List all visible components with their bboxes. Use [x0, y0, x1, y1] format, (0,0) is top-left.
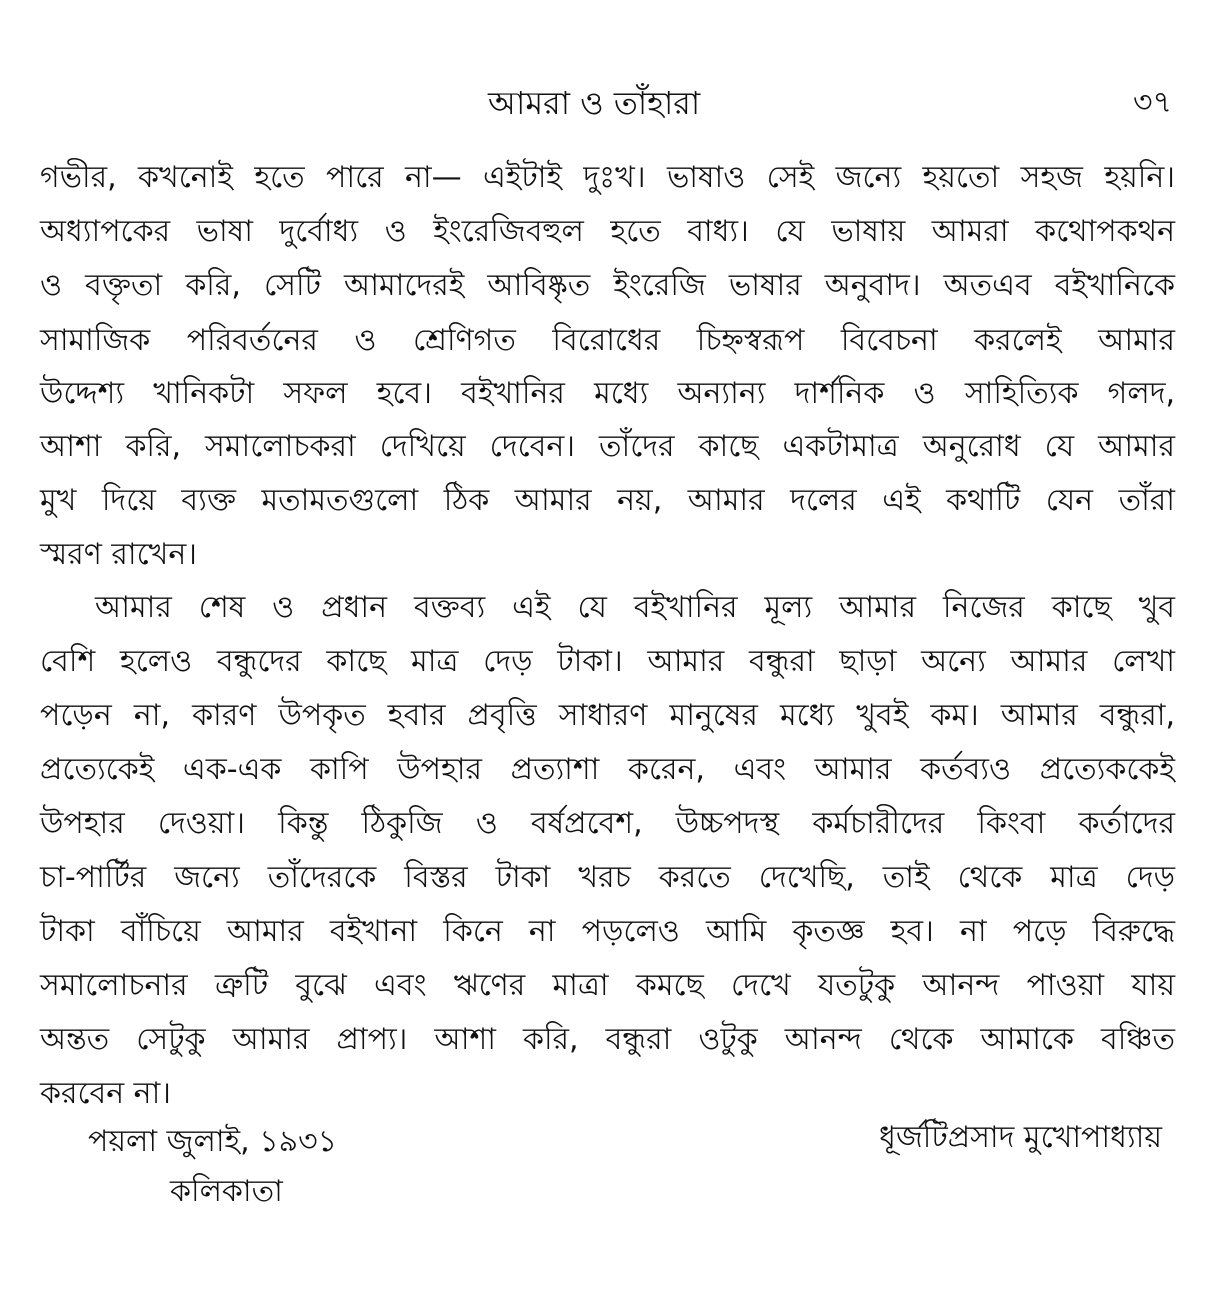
- text-line: উদ্দেশ্য খানিকটা সফল হবে। বইখানির মধ্যে অন্যান্য দার্শনিক ও সাহিত্যিক গলদ,: [40, 376, 1175, 411]
- text-line: উপহার দেওয়া। কিন্তু ঠিকুজি ও বর্ষপ্রবেশ, উচ্চপদস্থ কর্মচারীদের কিংবা কর্তাদের: [40, 806, 1175, 841]
- text-line: আমার শেষ ও প্রধান বক্তব্য এই যে বইখানির মূল্য আমার নিজের কাছে খুব: [95, 590, 1175, 625]
- date: পয়লা জুলাই, ১৯৩১: [88, 1124, 338, 1159]
- author-signature: ধূর্জটিপ্রসাদ মুখোপাধ্যায়: [879, 1120, 1162, 1155]
- place: কলিকাতা: [170, 1174, 283, 1209]
- text-line: সমালোচনার ত্রুটি বুঝে এবং ঋণের মাত্রা কমছে দেখে যতটুকু আনন্দ পাওয়া যায়: [40, 968, 1175, 1003]
- text-line: অধ্যাপকের ভাষা দুর্বোধ্য ও ইংরেজিবহুল হতে বাধ্য। যে ভাষায় আমরা কথোপকথন: [40, 214, 1175, 249]
- page-number: ৩৭: [1132, 85, 1172, 120]
- text-line: টাকা বাঁচিয়ে আমার বইখানা কিনে না পড়লেও আমি কৃতজ্ঞ হব। না পড়ে বিরুদ্ধে: [40, 914, 1175, 949]
- page-header: [0, 78, 1214, 128]
- text-line: অন্তত সেটুকু আমার প্রাপ্য। আশা করি, বন্ধুরা ওটুকু আনন্দ থেকে আমাকে বঞ্চিত: [40, 1022, 1175, 1057]
- text-line: করবেন না।: [40, 1076, 172, 1111]
- text-line: ও বক্তৃতা করি, সেটি আমাদেরই আবিষ্কৃত ইংরেজি ভাষার অনুবাদ। অতএব বইখানিকে: [40, 268, 1175, 303]
- text-line: প্রত্যেকেই এক-এক কাপি উপহার প্রত্যাশা করেন, এবং আমার কর্তব্যও প্রত্যেককেই: [40, 752, 1175, 787]
- text-line: স্মরণ রাখেন।: [40, 537, 197, 572]
- text-line: সামাজিক পরিবর্তনের ও শ্রেণিগত বিরোধের চিহ্নস্বরূপ বিবেচনা করলেই আমার: [40, 323, 1175, 358]
- text-line: চা-পার্টির জন্যে তাঁদেরকে বিস্তর টাকা খরচ করতে দেখেছি, তাই থেকে মাত্র দেড়: [40, 860, 1175, 895]
- text-line: মুখ দিয়ে ব্যক্ত মতামতগুলো ঠিক আমার নয়, আমার দলের এই কথাটি যেন তাঁরা: [40, 483, 1175, 518]
- text-line: আশা করি, সমালোচকরা দেখিয়ে দেবেন। তাঁদের কাছে একটামাত্র অনুরোধ যে আমার: [40, 429, 1175, 464]
- text-line: গভীর, কখনোই হতে পারে না— এইটাই দুঃখ। ভাষাও সেই জন্যে হয়তো সহজ হয়নি।: [40, 160, 1175, 195]
- running-title: আমরা ও তাঁহারা: [488, 84, 701, 122]
- text-line: বেশি হলেও বন্ধুদের কাছে মাত্র দেড় টাকা। আমার বন্ধুরা ছাড়া অন্যে আমার লেখা: [40, 644, 1175, 679]
- text-line: পড়েন না, কারণ উপকৃত হবার প্রবৃত্তি সাধারণ মানুষের মধ্যে খুবই কম। আমার বন্ধুরা,: [40, 698, 1175, 733]
